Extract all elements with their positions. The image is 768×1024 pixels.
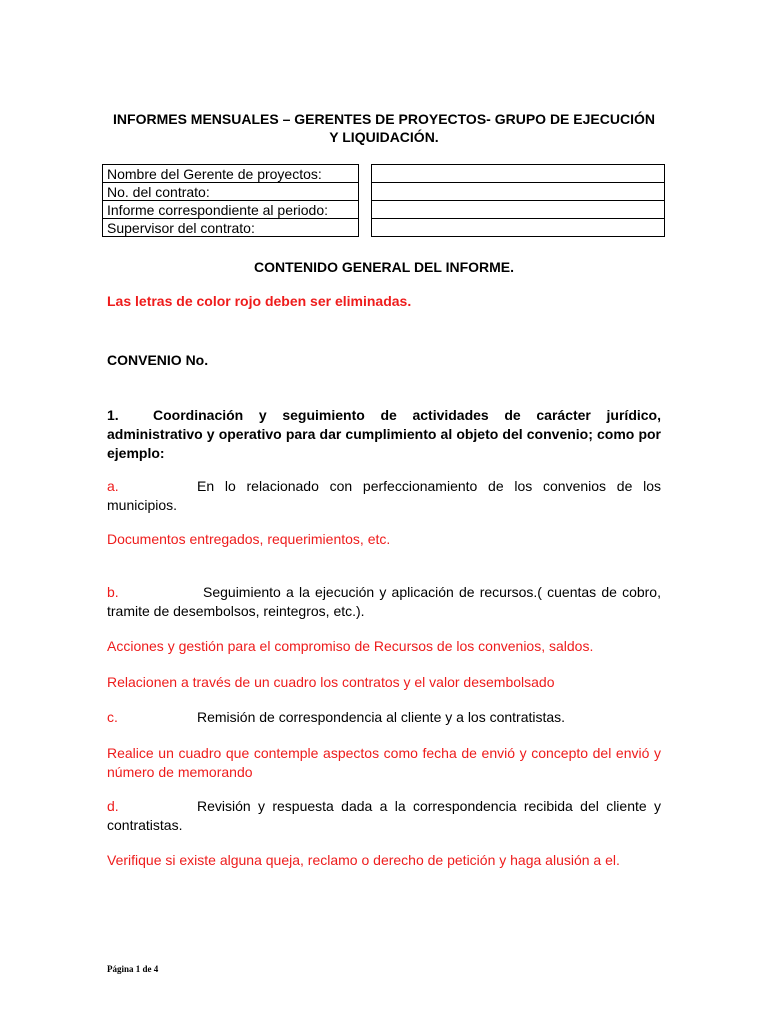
section-heading: CONTENIDO GENERAL DEL INFORME.: [253, 259, 515, 275]
info-row-contract: No. del contrato:: [103, 183, 359, 201]
item-b-text: Seguimiento a la ejecución y aplicación de recursos.( cuentas de cobro, tramite de desembolsos, reintegros, etc.).: [107, 584, 661, 619]
red-notice: Las letras de color rojo deben ser eliminadas.: [107, 293, 412, 309]
document-title: INFORMES MENSUALES – GERENTES DE PROYECTOS- GRUPO DE EJECUCIÓN Y LIQUIDACIÓN.: [113, 111, 655, 145]
item-a-text: En lo relacionado con perfeccionamiento de los convenios de los municipios.: [107, 478, 661, 513]
item-a-letter: a.: [107, 478, 119, 494]
page-footer: Página 1 de 4: [107, 964, 159, 974]
info-row-period: Informe correspondiente al periodo:: [103, 201, 359, 219]
info-row-supervisor: Supervisor del contrato:: [103, 219, 359, 237]
item-a: [107, 477, 661, 515]
item-d-text: Revisión y respuesta dada a la correspondencia recibida del cliente y contratistas.: [107, 798, 661, 833]
section-1-number: 1.: [107, 407, 119, 423]
item-d-note: Verifique si existe alguna queja, reclamo o derecho de petición y haga alusión a el.: [107, 852, 620, 868]
item-c-note: Realice un cuadro que contemple aspectos como fecha de envió y concepto del envió y número de memorando: [107, 745, 661, 780]
item-a-note: Documentos entregados, requerimientos, etc.: [107, 531, 391, 547]
section-1: [107, 406, 661, 463]
item-c: [107, 708, 661, 727]
fill-in-cell[interactable]: [372, 165, 665, 183]
item-b: [107, 583, 661, 621]
item-b-note-2: Relacionen a través de un cuadro los contratos y el valor desembolsado: [107, 674, 555, 690]
fill-in-cell[interactable]: [372, 219, 665, 237]
convenio-label: CONVENIO No.: [107, 352, 209, 368]
item-b-letter: b.: [107, 584, 119, 600]
info-table: [102, 164, 359, 237]
item-b-note-1: Acciones y gestión para el compromiso de Recursos de los convenios, saldos.: [107, 638, 594, 654]
item-c-text: Remisión de correspondencia al cliente y a los contratistas.: [197, 709, 566, 725]
info-row-manager: Nombre del Gerente de proyectos:: [103, 165, 359, 183]
item-c-letter: c.: [107, 709, 118, 725]
fill-in-cell[interactable]: [372, 201, 665, 219]
item-d: [107, 797, 661, 835]
section-1-text: Coordinación y seguimiento de actividades de carácter jurídico, administrativo y operativo para dar cumplimiento al objeto del convenio; como por ejemplo:: [107, 407, 661, 461]
fill-in-cell[interactable]: [372, 183, 665, 201]
fill-in-table: [371, 164, 665, 237]
item-d-letter: d.: [107, 798, 119, 814]
